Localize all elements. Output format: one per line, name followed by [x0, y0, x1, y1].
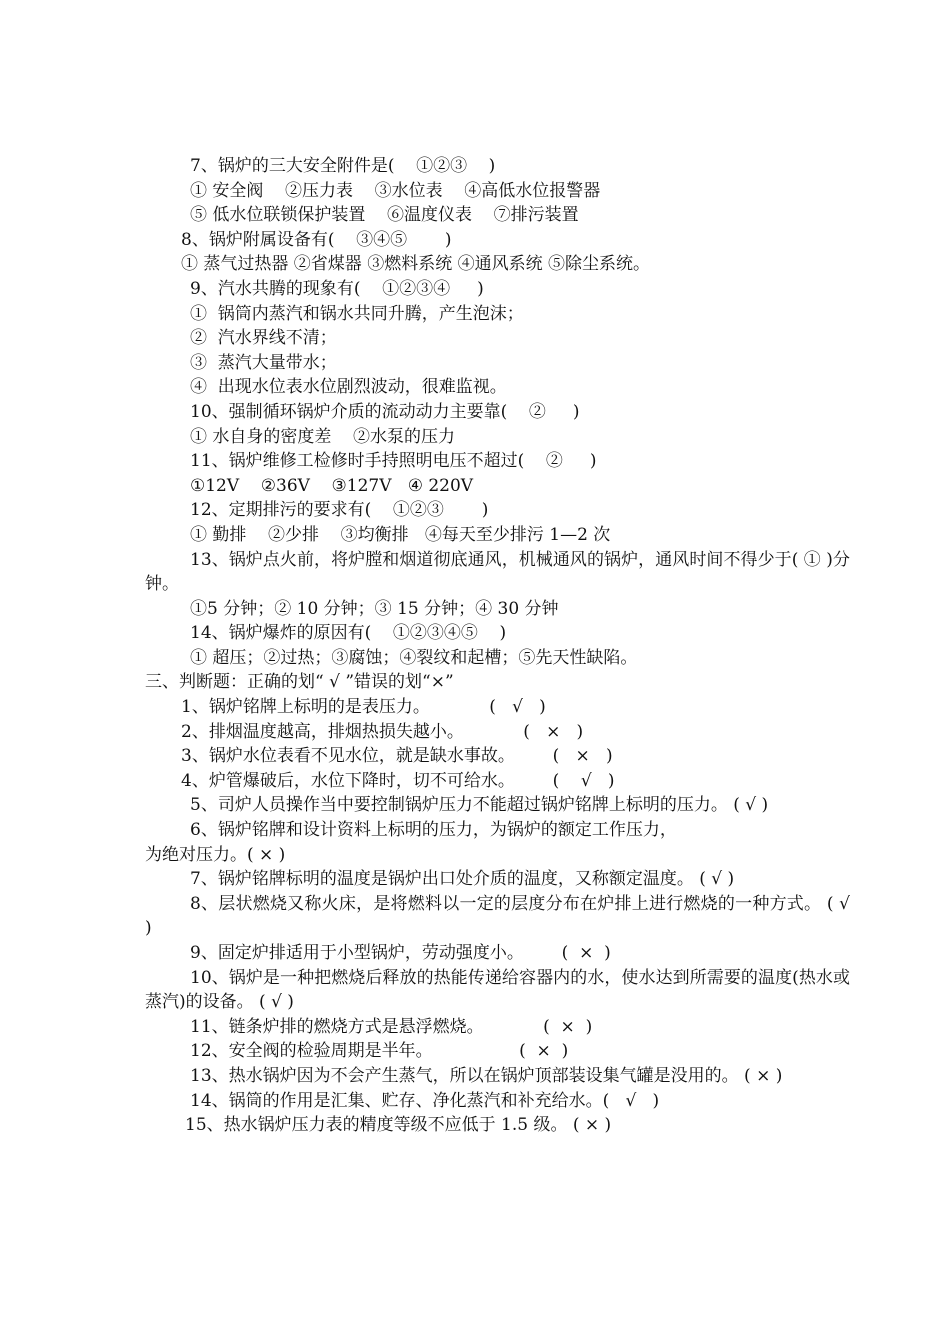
question-12-options: ① 勤排 ②少排 ③均衡排 ④每天至少排污 1—2 次	[190, 524, 611, 545]
judgment-13: 13、热水锅炉因为不会产生蒸气，所以在锅炉顶部装设集气罐是没用的。 ( × )	[190, 1065, 783, 1086]
judgment-5: 5、司炉人员操作当中要控制锅炉压力不能超过锅炉铭牌上标明的压力。 ( √ )	[190, 795, 769, 816]
judgment-6: 6、锅炉铭牌和设计资料上标明的压力，为锅炉的额定工作压力，	[190, 820, 677, 841]
question-7-options-b: ⑤ 低水位联锁保护装置 ⑥温度仪表 ⑦排污装置	[190, 205, 579, 226]
question-11-options: ①12V ②36V ③127V ④ 220V	[190, 475, 474, 496]
question-9-option-1: ① 锅筒内蒸汽和锅水共同升腾，产生泡沫；	[190, 303, 524, 324]
question-13: 13、锅炉点火前，将炉膛和烟道彻底通风，机械通风的锅炉，通风时间不得少于( ① )分钟。	[145, 549, 850, 595]
judgment-10: 10、锅炉是一种把燃烧后释放的热能传递给容器内的水，使水达到所需要的温度(热水或蒸汽)的设备。 ( √ )	[145, 967, 850, 1013]
question-14-options: ① 超压；②过热；③腐蚀；④裂纹和起槽；⑤先天性缺陷。	[190, 647, 638, 668]
question-9-option-2: ② 汽水界线不清；	[190, 328, 337, 349]
judgment-12: 12、安全阀的检验周期是半年。 ( × )	[190, 1041, 569, 1062]
document-body	[145, 154, 850, 1138]
question-9-option-3: ③ 蒸汽大量带水；	[190, 352, 337, 373]
judgment-7: 7、锅炉铭牌标明的温度是锅炉出口处介质的温度，又称额定温度。 ( √ )	[190, 869, 735, 890]
question-9-option-4: ④ 出现水位表水位剧烈波动，很难监视。	[190, 377, 507, 398]
judgment-15: 15、热水锅炉压力表的精度等级不应低于 1.5 级。 ( × )	[185, 1115, 612, 1136]
question-9: 9、汽水共腾的现象有( ①②③④ )	[190, 278, 484, 299]
judgment-11: 11、链条炉排的燃烧方式是悬浮燃烧。 ( × )	[190, 1016, 593, 1037]
judgment-4: 4、炉管爆破后，水位下降时，切不可给水。 ( √ )	[181, 770, 615, 791]
judgment-2: 2、排烟温度越高，排烟热损失越小。 ( × )	[181, 721, 584, 742]
question-8-options: ① 蒸气过热器 ②省煤器 ③燃料系统 ④通风系统 ⑤除尘系统。	[181, 254, 651, 275]
judgment-14: 14、锅筒的作用是汇集、贮存、净化蒸汽和补充给水。( √ )	[190, 1090, 660, 1111]
question-10: 10、强制循环锅炉介质的流动动力主要靠( ② )	[190, 401, 580, 422]
judgment-1: 1、锅炉铭牌上标明的是表压力。 ( √ )	[181, 697, 546, 718]
question-12: 12、定期排污的要求有( ①②③ )	[190, 500, 489, 521]
question-10-options: ① 水自身的密度差 ②水泵的压力	[190, 426, 456, 447]
question-7: 7、锅炉的三大安全附件是( ①②③ )	[190, 156, 496, 176]
judgment-3: 3、锅炉水位表看不见水位，就是缺水事故。 ( × )	[181, 746, 613, 767]
section-heading-judgment: 三、判断题：正确的划“ √ ”错误的划“×”	[145, 672, 454, 693]
question-7-options-a: ① 安全阀 ②压力表 ③水位表 ④高低水位报警器	[190, 180, 601, 201]
question-14: 14、锅炉爆炸的原因有( ①②③④⑤ )	[190, 623, 507, 644]
question-13-options: ①5 分钟；② 10 分钟；③ 15 分钟；④ 30 分钟	[190, 598, 559, 619]
question-11: 11、锅炉维修工检修时手持照明电压不超过( ② )	[190, 451, 597, 472]
judgment-8: 8、层状燃烧又称火床，是将燃料以一定的层度分布在炉排上进行燃烧的一种方式。 ( √ )	[145, 893, 850, 939]
judgment-6-continued: 为绝对压力。( × )	[145, 844, 286, 865]
judgment-9: 9、固定炉排适用于小型锅炉，劳动强度小。 ( × )	[190, 943, 611, 963]
question-8: 8、锅炉附属设备有( ③④⑤ )	[181, 229, 452, 250]
